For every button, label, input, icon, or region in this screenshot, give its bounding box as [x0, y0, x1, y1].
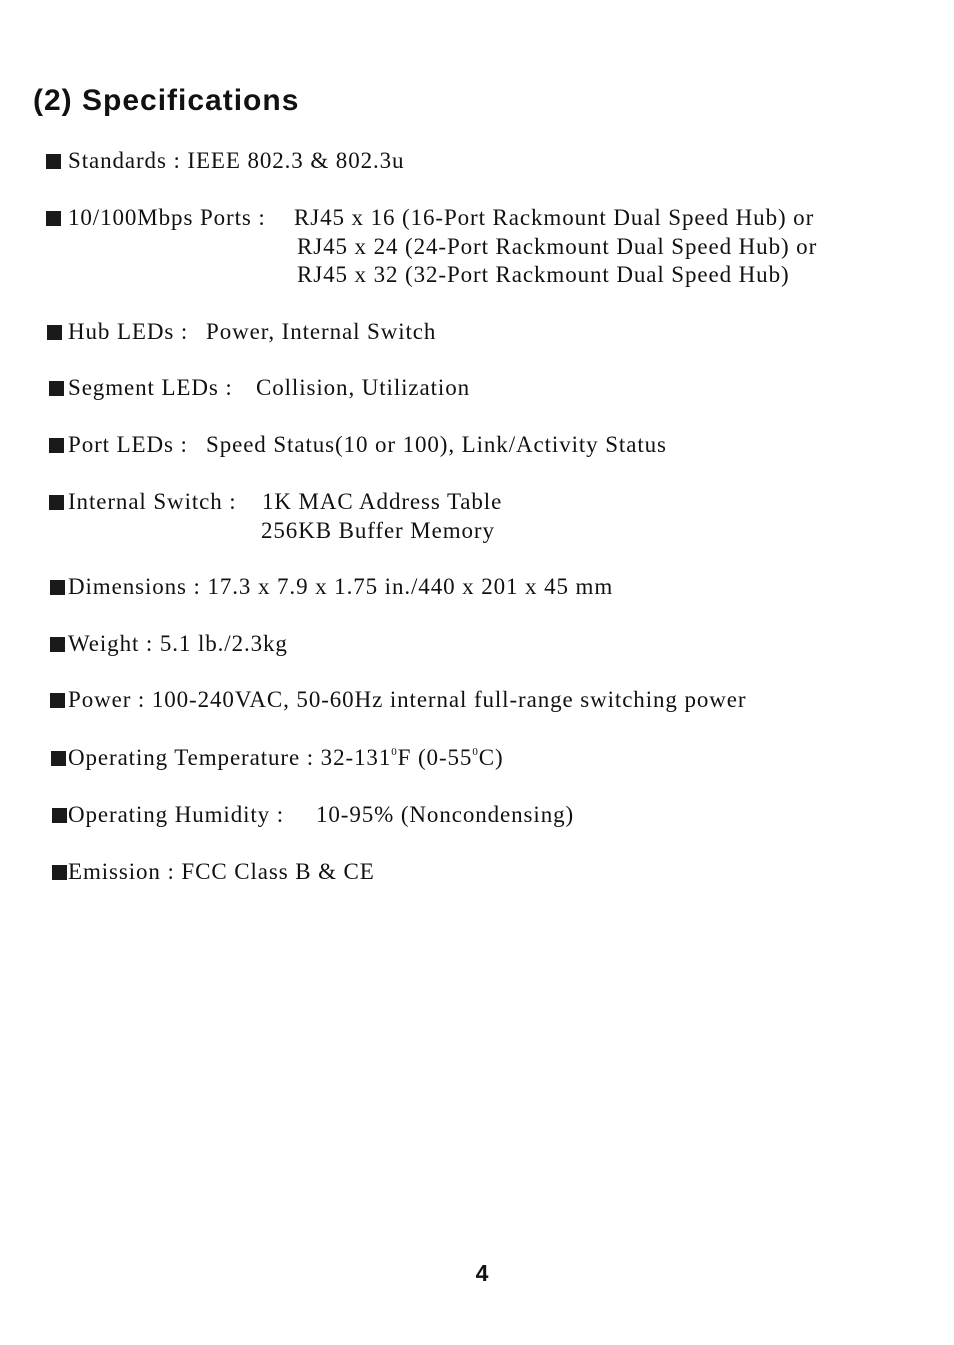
degree-superscript: 0: [472, 746, 479, 758]
spec-label: Segment LEDs :: [68, 375, 233, 400]
spec-value-line: RJ45 x 32 (32-Port Rackmount Dual Speed Hub): [297, 262, 790, 287]
square-bullet-icon: [47, 325, 62, 340]
spec-label: Internal Switch :: [68, 489, 237, 514]
square-bullet-icon: [50, 637, 65, 652]
spec-value: Power, Internal Switch: [206, 319, 437, 344]
temperature-text: Operating Temperature : 32-131: [68, 745, 392, 770]
spec-label: Hub LEDs :: [68, 319, 189, 344]
square-bullet-icon: [49, 438, 64, 453]
spec-value-line: RJ45 x 16 (16-Port Rackmount Dual Speed Hub) or: [294, 205, 815, 230]
page-number: 4: [475, 1260, 489, 1286]
spec-value-line: 256KB Buffer Memory: [261, 517, 495, 543]
spec-label: Weight : 5.1 lb./2.3kg: [68, 631, 288, 656]
spec-label: 10/100Mbps Ports :: [68, 205, 266, 230]
spec-label: Dimensions : 17.3 x 7.9 x 1.75 in./440 x 201 x 45 mm: [68, 574, 614, 599]
square-bullet-icon: [52, 808, 67, 823]
square-bullet-icon: [49, 495, 64, 510]
degree-superscript: 0: [391, 746, 398, 758]
spec-value-line: 1K MAC Address Table: [262, 489, 503, 514]
square-bullet-icon: [52, 865, 67, 880]
spec-label: Power : 100-240VAC, 50-60Hz internal full-range switching power: [68, 687, 747, 712]
square-bullet-icon: [49, 381, 64, 396]
spec-value-line: RJ45 x 24 (24-Port Rackmount Dual Speed Hub) or: [297, 233, 818, 259]
page-title: (2) Specifications: [33, 84, 300, 117]
spec-value: Collision, Utilization: [256, 375, 471, 400]
temperature-text: C): [478, 745, 504, 770]
temperature-text: F (0-55: [397, 745, 473, 770]
square-bullet-icon: [50, 693, 65, 708]
square-bullet-icon: [51, 751, 66, 766]
square-bullet-icon: [46, 211, 61, 226]
spec-label: Emission : FCC Class B & CE: [68, 859, 375, 884]
spec-label: Standards : IEEE 802.3 & 802.3u: [68, 148, 405, 173]
spec-label: Port LEDs :: [68, 432, 188, 457]
spec-label: Operating Humidity :: [68, 802, 285, 827]
spec-label: [68, 744, 504, 773]
spec-value: Speed Status(10 or 100), Link/Activity Status: [206, 432, 667, 457]
square-bullet-icon: [46, 154, 61, 169]
spec-value: 10-95% (Noncondensing): [316, 802, 575, 827]
square-bullet-icon: [50, 580, 65, 595]
